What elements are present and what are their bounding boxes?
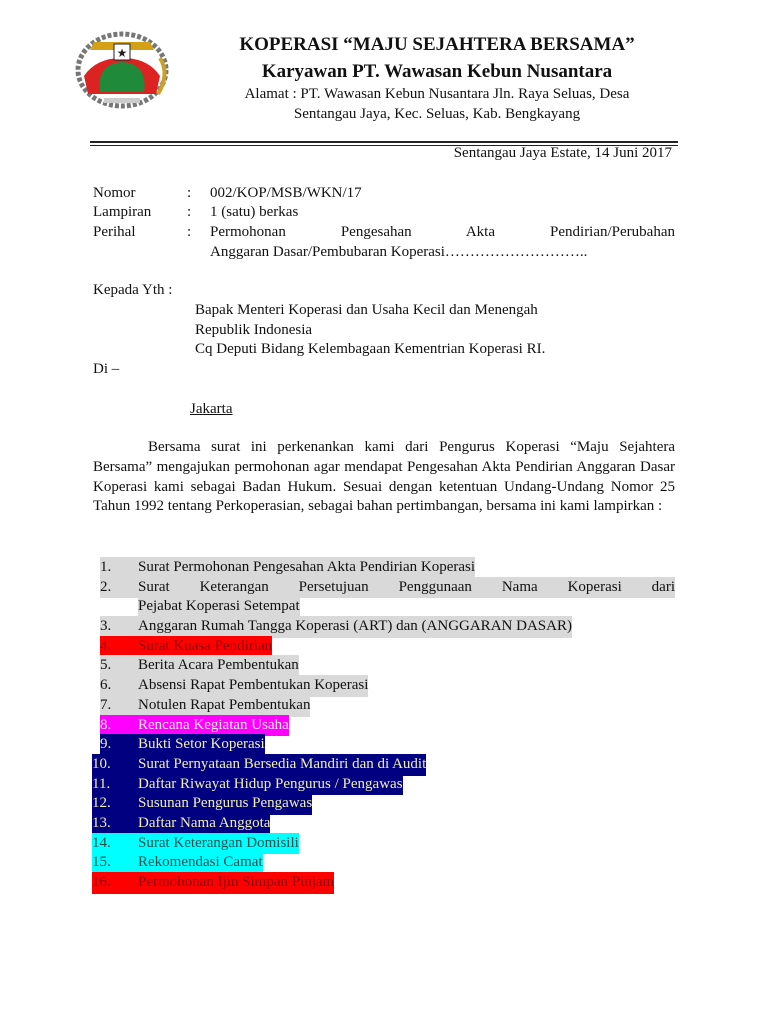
meta-colon: : (187, 185, 192, 201)
highlighted-item (100, 655, 299, 677)
highlighted-item (100, 734, 265, 756)
item-text: Absensi Rapat Pembentukan Koperasi (138, 677, 369, 694)
item-text: Surat Permohonan Pengesahan Akta Pendirian Koperasi (138, 559, 476, 575)
item-text: Surat Keterangan Persetujuan Penggunaan Nama Koperasi dari (138, 578, 675, 595)
item-number: 10. (92, 755, 111, 772)
greeting: Kepada Yth : (93, 282, 173, 298)
highlighted-item (92, 813, 270, 835)
highlighted-item (100, 616, 572, 638)
item-text: Surat Kuasa Pendirian (138, 637, 273, 654)
meta-value: 1 (satu) berkas (210, 204, 299, 220)
highlighted-item (100, 577, 675, 599)
list-item (92, 793, 675, 813)
item-text: Rekomendasi Camat (138, 854, 263, 871)
address-line-1: Alamat : PT. Wawasan Kebun Nusantara Jln. Raya Seluas, Desa (244, 86, 630, 102)
list-item (92, 852, 675, 872)
item-number: 7. (100, 696, 112, 713)
item-number: 15. (92, 854, 111, 871)
di-label: Di – (93, 361, 120, 377)
highlighted-item (92, 754, 426, 776)
list-item (100, 695, 675, 715)
list-item (92, 813, 675, 833)
meta-colon: : (187, 204, 192, 220)
highlighted-item (100, 695, 310, 717)
meta-value: 002/KOP/MSB/WKN/17 (210, 185, 362, 201)
list-item (100, 715, 675, 735)
item-number: 14. (92, 834, 111, 851)
item-number: 1. (100, 559, 112, 575)
item-text: Bukti Setor Koperasi (138, 736, 265, 753)
list-item (100, 616, 675, 636)
highlighted-item (92, 793, 312, 815)
list-item (92, 833, 675, 853)
recipient-city: Jakarta (190, 401, 233, 417)
item-number: 16. (92, 874, 111, 890)
meta-value: Permohonan Pengesahan Akta Pendirian/Perubahan (210, 224, 675, 240)
meta-label: Nomor (93, 185, 136, 201)
highlighted-item (100, 675, 368, 697)
meta-value-cont: Anggaran Dasar/Pembubaran Koperasi……………………….. (210, 244, 588, 260)
list-item (100, 577, 675, 597)
item-text: Daftar Nama Anggota (138, 814, 271, 831)
list-item (92, 754, 675, 774)
list-item (92, 774, 675, 794)
highlighted-item (100, 715, 289, 737)
meta-label: Perihal (93, 224, 136, 240)
item-text: Susunan Pengurus Pengawas (138, 795, 313, 812)
address-line-2: Sentangau Jaya, Kec. Seluas, Kab. Bengkayang (293, 106, 581, 122)
list-item (100, 636, 675, 656)
cooperative-logo (66, 28, 178, 110)
highlighted-item (92, 774, 403, 796)
item-text-cont: Pejabat Koperasi Setempat (138, 596, 300, 618)
item-text: Permohonan Ijin Simpan Pinjam (138, 874, 335, 890)
recipient-line: Cq Deputi Bidang Kelembagaan Kementrian Koperasi RI. (195, 341, 546, 357)
item-number: 6. (100, 677, 112, 694)
item-number: 4. (100, 637, 112, 654)
svg-text:★: ★ (116, 46, 128, 60)
list-item (100, 655, 675, 675)
highlighted-item (92, 852, 263, 874)
highlighted-item (92, 872, 334, 894)
list-item (100, 675, 675, 695)
attachment-list (92, 557, 675, 892)
highlighted-item (92, 833, 299, 855)
item-text: Daftar Riwayat Hidup Pengurus / Pengawas (138, 775, 403, 792)
list-item-cont (100, 596, 675, 616)
list-item (100, 734, 675, 754)
item-number: 2. (100, 578, 112, 595)
recipient-line: Bapak Menteri Koperasi dan Usaha Kecil dan Menengah (195, 302, 538, 318)
item-number: 11. (92, 775, 111, 792)
item-text: Rencana Kegiatan Usaha (138, 716, 289, 733)
item-number: 13. (92, 814, 111, 831)
list-item (92, 872, 675, 892)
item-number: 5. (100, 657, 112, 674)
recipient-line: Republik Indonesia (195, 322, 313, 338)
body-paragraph: Bersama surat ini perkenankan kami dari Pengurus Koperasi “Maju Sejahtera Bersama” mengajukan permohonan agar mendapat Pengesahan Akta Pendirian Anggaran Dasar Koperasi kami sebagai Badan Hukum. Sesuai dengan ketentuan Undang-Undang Nomor 25 Tahun 1992 tentang Perkoperasian, sebagai bahan pertimbangan, bersama ini kami lampirkan : (93, 439, 675, 515)
item-text: Anggaran Rumah Tangga Koperasi (ART) dan (ANGGARAN DASAR) (138, 618, 572, 635)
highlighted-item (100, 557, 475, 579)
item-number: 8. (100, 716, 112, 733)
item-text: Notulen Rapat Pembentukan (138, 696, 311, 713)
header-rule (90, 141, 678, 143)
org-subtitle: Karyawan PT. Wawasan Kebun Nusantara (261, 61, 613, 82)
meta-label: Lampiran (93, 204, 152, 220)
item-text: Surat Pernyataan Bersedia Mandiri dan di Audit (138, 755, 427, 772)
item-text: Berita Acara Pembentukan (138, 657, 299, 674)
org-title: KOPERASI “MAJU SEJAHTERA BERSAMA” (239, 34, 635, 55)
item-number: 3. (100, 618, 112, 635)
list-item (100, 557, 675, 577)
item-number: 12. (92, 795, 111, 812)
letter-date: Sentangau Jaya Estate, 14 Juni 2017 (453, 145, 672, 161)
item-number: 9. (100, 736, 112, 753)
meta-colon: : (187, 224, 192, 240)
highlighted-item (100, 636, 272, 658)
item-text: Surat Keterangan Domisili (138, 834, 299, 851)
